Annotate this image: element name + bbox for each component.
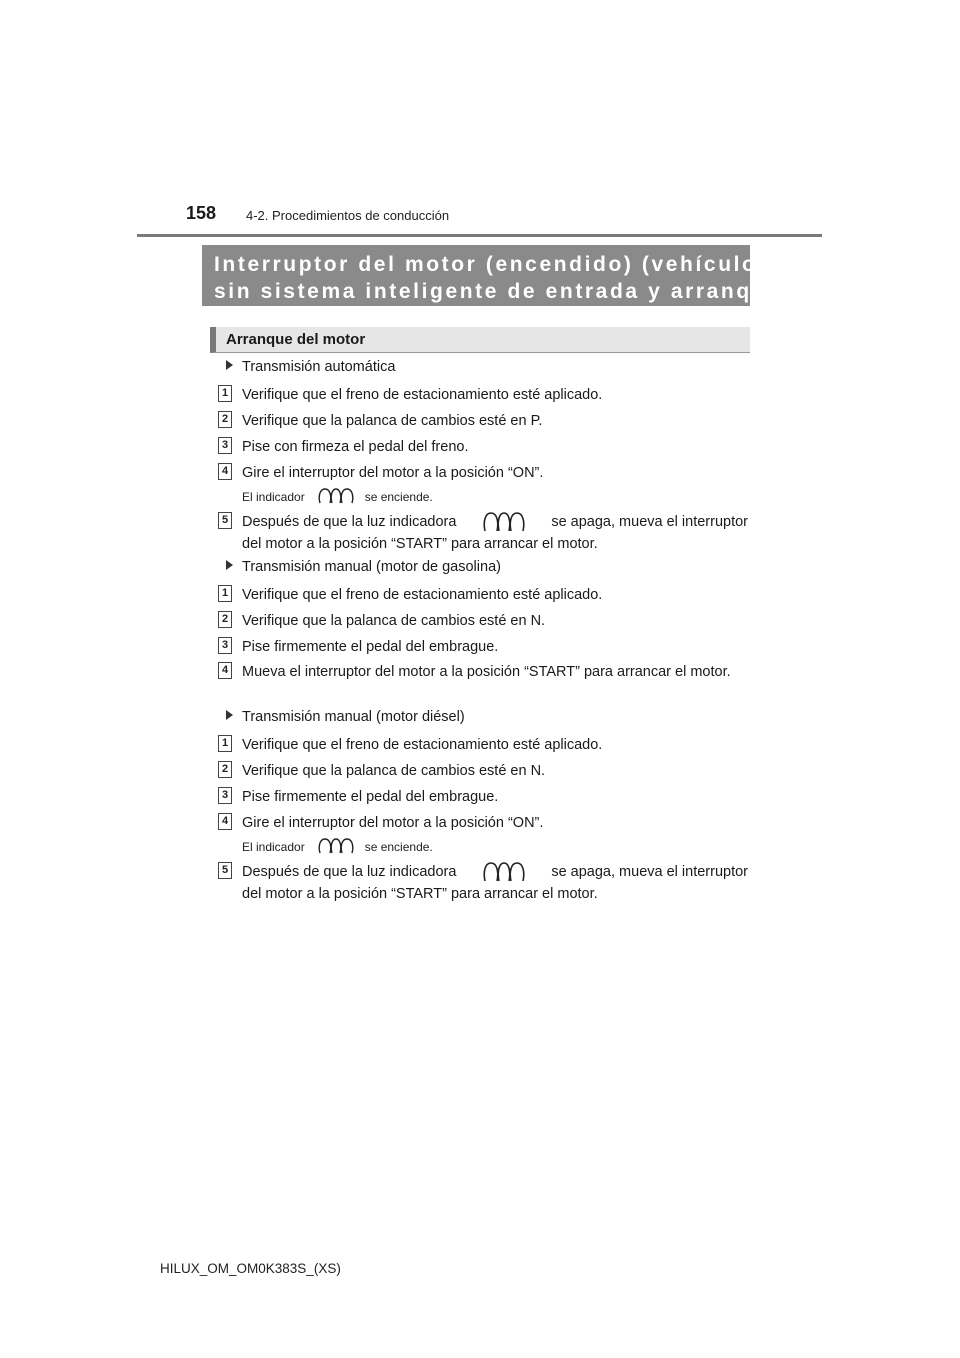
step-item xyxy=(218,760,748,782)
step-text: Verifique que el freno de estacionamiento esté aplicado. xyxy=(242,387,603,403)
step-text: Mueva el interruptor del motor a la posición “START” para arrancar el motor. xyxy=(242,664,731,680)
note-text-after: se enciende. xyxy=(364,840,433,854)
group-title-text: Transmisión manual (motor de gasolina) xyxy=(242,559,501,575)
step-text: Pise con firmeza el pedal del freno. xyxy=(242,439,469,455)
page-title-line-2: sin sistema inteligente de entrada y arranque) xyxy=(214,280,792,303)
step-text-after-icon: se apaga, mueva el interruptor xyxy=(551,864,748,880)
step-item xyxy=(218,786,748,808)
step-item xyxy=(218,436,748,458)
step-number: 3 xyxy=(218,437,232,454)
step-text-before-icon: Después de que la luz indicadora xyxy=(242,514,457,530)
step-number: 4 xyxy=(218,463,232,480)
triangle-bullet-icon xyxy=(226,560,233,570)
step-item xyxy=(218,661,748,683)
step-text: Pise firmemente el pedal del embrague. xyxy=(242,639,499,655)
step-text-line-2: del motor a la posición “START” para arrancar el motor. xyxy=(242,536,598,552)
step-number: 2 xyxy=(218,761,232,778)
page-number: 158 xyxy=(186,203,217,223)
group-title-text: Transmisión automática xyxy=(242,359,396,375)
step-text xyxy=(242,861,748,905)
step-number: 2 xyxy=(218,411,232,428)
step-number: 1 xyxy=(218,735,232,752)
step-text: Pise firmemente el pedal del embrague. xyxy=(242,789,499,805)
note-text-before: El indicador xyxy=(242,840,305,854)
section-reference: 4-2. Procedimientos de conducción xyxy=(246,208,450,223)
step-text-line-2: del motor a la posición “START” para arrancar el motor. xyxy=(242,886,598,902)
step-text: Verifique que la palanca de cambios esté en P. xyxy=(242,413,543,429)
step-number: 3 xyxy=(218,637,232,654)
step-number: 4 xyxy=(218,662,232,679)
step-number: 3 xyxy=(218,787,232,804)
step-item xyxy=(218,636,748,658)
triangle-bullet-icon xyxy=(226,360,233,370)
page-title xyxy=(202,245,792,306)
group-title-automatic xyxy=(226,359,395,375)
page-title-line-1: Interruptor del motor (encendido) (vehículos xyxy=(214,253,772,276)
step-item xyxy=(218,734,748,756)
step-item xyxy=(218,584,748,606)
step-number: 4 xyxy=(218,813,232,830)
step-number: 5 xyxy=(218,512,232,529)
step-item xyxy=(218,511,748,555)
step-item xyxy=(218,812,748,834)
step-item xyxy=(218,384,748,406)
group-title-text: Transmisión manual (motor diésel) xyxy=(242,709,465,725)
glow-plug-indicator-icon xyxy=(317,837,355,855)
glow-plug-indicator-icon xyxy=(482,861,526,883)
step-note xyxy=(242,487,433,505)
group-title-manual-gasoline xyxy=(226,559,501,575)
step-number: 2 xyxy=(218,611,232,628)
step-text: Gire el interruptor del motor a la posición “ON”. xyxy=(242,815,544,831)
header-divider xyxy=(137,234,822,237)
step-text: Gire el interruptor del motor a la posición “ON”. xyxy=(242,465,544,481)
note-text-after: se enciende. xyxy=(364,490,433,504)
step-item xyxy=(218,610,748,632)
step-item xyxy=(218,410,748,432)
note-text-before: El indicador xyxy=(242,490,305,504)
step-text: Verifique que la palanca de cambios esté en N. xyxy=(242,763,546,779)
step-text: Verifique que el freno de estacionamiento esté aplicado. xyxy=(242,587,603,603)
step-item xyxy=(218,462,748,484)
step-item xyxy=(218,861,748,905)
step-text xyxy=(242,511,748,555)
triangle-bullet-icon xyxy=(226,710,233,720)
step-text: Verifique que el freno de estacionamiento esté aplicado. xyxy=(242,737,603,753)
step-number: 1 xyxy=(218,385,232,402)
group-title-manual-diesel xyxy=(226,709,465,725)
section-subheading: Arranque del motor xyxy=(210,327,750,353)
step-note xyxy=(242,837,433,855)
glow-plug-indicator-icon xyxy=(317,487,355,505)
step-number: 5 xyxy=(218,862,232,879)
step-text: Verifique que la palanca de cambios esté en N. xyxy=(242,613,546,629)
document-footer: HILUX_OM_OM0K383S_(XS) xyxy=(160,1261,341,1276)
step-text-before-icon: Después de que la luz indicadora xyxy=(242,864,457,880)
step-text-after-icon: se apaga, mueva el interruptor xyxy=(551,514,748,530)
step-number: 1 xyxy=(218,585,232,602)
glow-plug-indicator-icon xyxy=(482,511,526,533)
